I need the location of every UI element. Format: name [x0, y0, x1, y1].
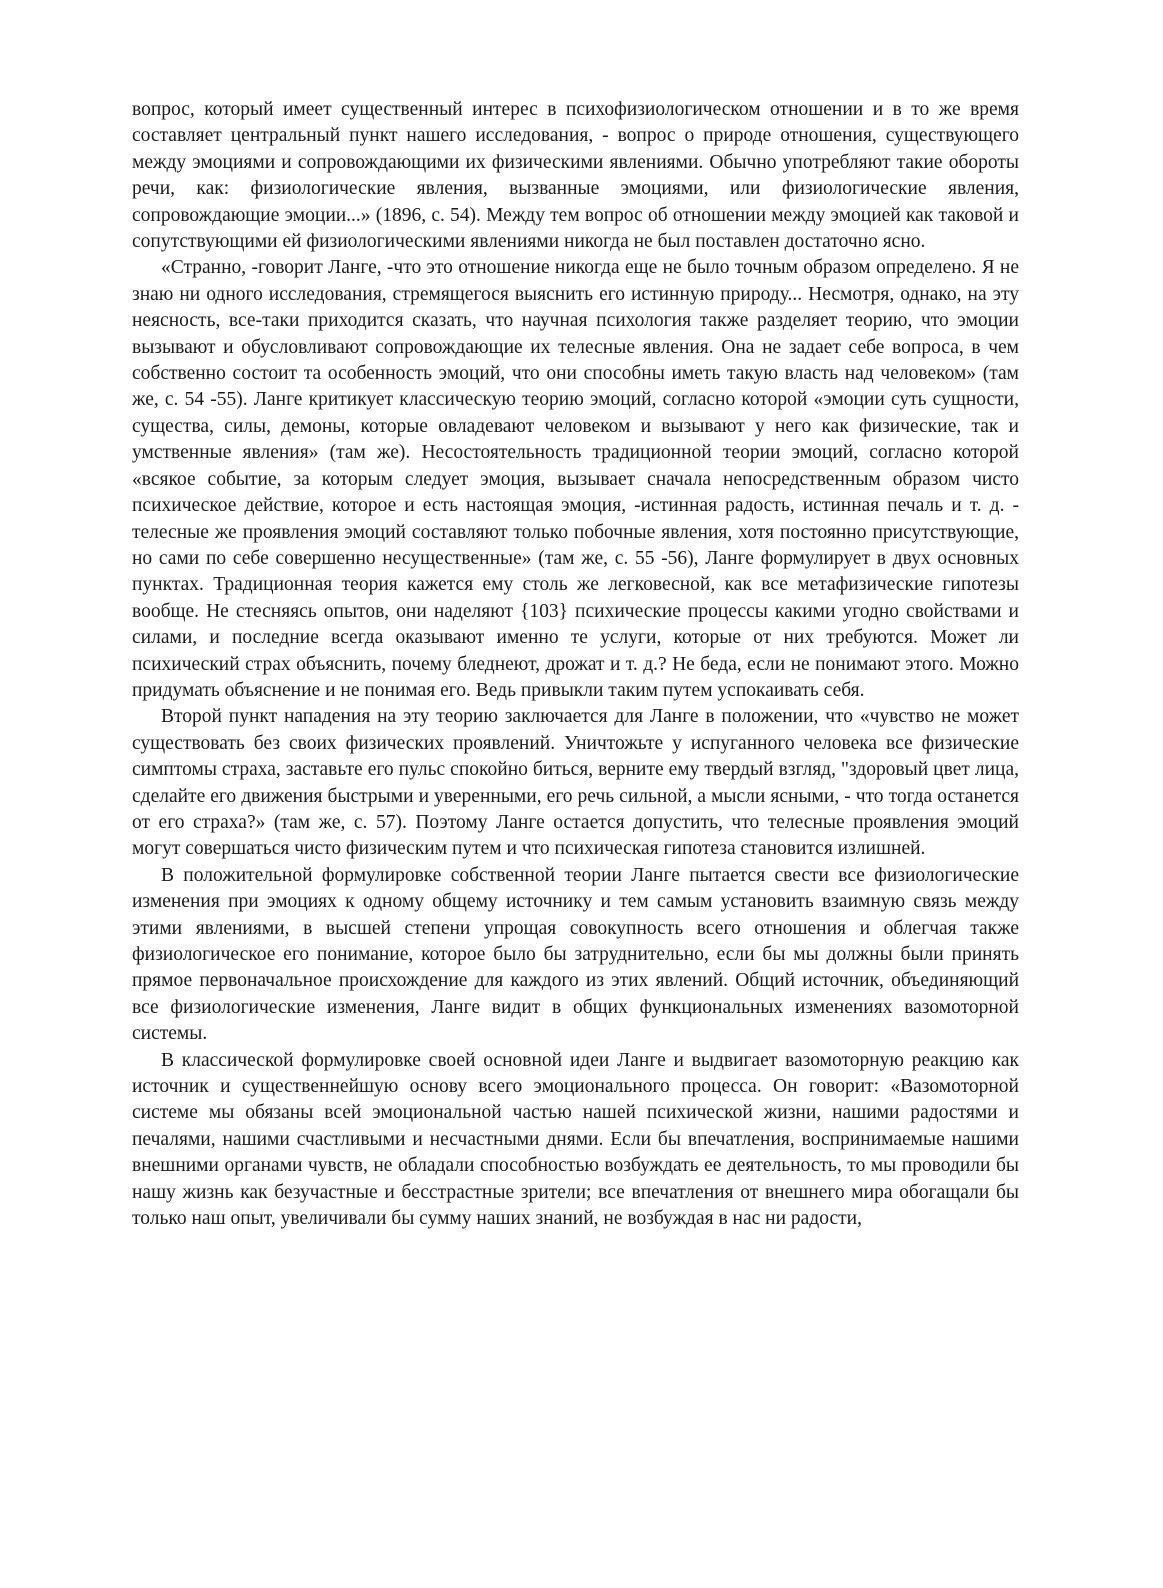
paragraph-5: В классической формулировке своей основной идеи Ланге и выдвигает вазомоторную реакцию как источник и существеннейшую основу всего эмоционального процесса. Он говорит: «Вазомоторной системе мы обязаны всей эмоциональной частью нашей психической жизни, нашими радостями и печалями, нашими счастливыми и несчастными днями. Если бы впечатления, воспринимаемые нашими внешними органами чувств, не обладали способностью возбуждать ее деятельность, то мы проводили бы нашу жизнь как безучастные и бесстрастные зрители; все впечатления от внешнего мира обогащали бы только наш опыт, увеличивали бы сумму наших знаний, не возбуждая в нас ни радости, [132, 1049, 1019, 1230]
paragraph-1: вопрос, который имеет существенный интерес в психофизиологическом отношении и в то же время составляет центральный пункт нашего исследования, - вопрос о природе отношения, существующего между эмоциями и сопровождающими их физическими явлениями. Обычно употребляют такие обороты речи, как: физиологические явления, вызванные эмоциями, или физиологические явления, сопровождающие эмоции...» (1896, с. 54). Между тем вопрос об отношении между эмоцией как таковой и сопутствующими ей физиологическими явлениями никогда не был поставлен достаточно ясно. [132, 99, 1019, 253]
paragraph-3: Второй пункт нападения на эту теорию заключается для Ланге в положении, что «чувство не может существовать без своих физических проявлений. Уничтожьте у испуганного человека все физические симптомы страха, заставьте его пульс спокойно биться, верните ему твердый взгляд, "здоровый цвет лица, сделайте его движения быстрыми и уверенными, его речь сильной, а мысли ясными, - что тогда останется от его страха?» (там же, с. 57). Поэтому Ланге остается допустить, что телесные проявления эмоций могут совершаться чисто физическим путем и что психическая гипотеза становится излишней. [132, 706, 1019, 860]
body-text [132, 97, 1019, 1232]
paragraph-2: «Странно, -говорит Ланге, -что это отношение никогда еще не было точным образом определено. Я не знаю ни одного исследования, стремящегося выяснить его истинную природу... Несмотря, однако, на эту неясность, все-таки приходится сказать, что научная психология также разделяет теорию, что эмоции вызывают и обусловливают сопровождающие их телесные явления. Она не задает себе вопроса, в чем собственно состоит та особенность эмоций, что они способны иметь такую власть над человеком» (там же, с. 54 -55). Ланге критикует классическую теорию эмоций, согласно которой «эмоции суть сущности, существа, силы, демоны, которые овладевают человеком и вызывают у него как физические, так и умственные явления» (там же). Несостоятельность традиционной теории эмоций, согласно которой «всякое событие, за которым следует эмоция, вызывает сначала непосредственным образом чисто психическое действие, которое и есть настоящая эмоция, -истинная радость, истинная печаль и т. д. - телесные же проявления эмоций составляют только побочные явления, хотя постоянно присутствующие, но сами по себе совершенно несущественные» (там же, с. 55 -56), Ланге формулирует в двух основных пунктах. Традиционная теория кажется ему столь же легковесной, как все метафизические гипотезы вообще. Не стесняясь опытов, они наделяют {103} психические процессы какими угодно свойствами и силами, и последние всегда оказывают именно те услуги, которые от них требуются. Может ли психический страх объяснить, почему бледнеют, дрожат и т. д.? Не беда, если не понимают этого. Можно придумать объяснение и не понимая его. Ведь привыкли таким путем успокаивать себя. [132, 257, 1019, 701]
paragraph-4: В положительной формулировке собственной теории Ланге пытается свести все физиологические изменения при эмоциях к одному общему источнику и тем самым установить взаимную связь между этими явлениями, в высшей степени упрощая совокупность всего отношения и облегчая также физиологическое его понимание, которое было бы затруднительно, если бы мы должны были принять прямое первоначальное происхождение для каждого из этих явлений. Общий источник, объединяющий все физиологические изменения, Ланге видит в общих функциональных изменениях вазомоторной системы. [132, 864, 1019, 1045]
